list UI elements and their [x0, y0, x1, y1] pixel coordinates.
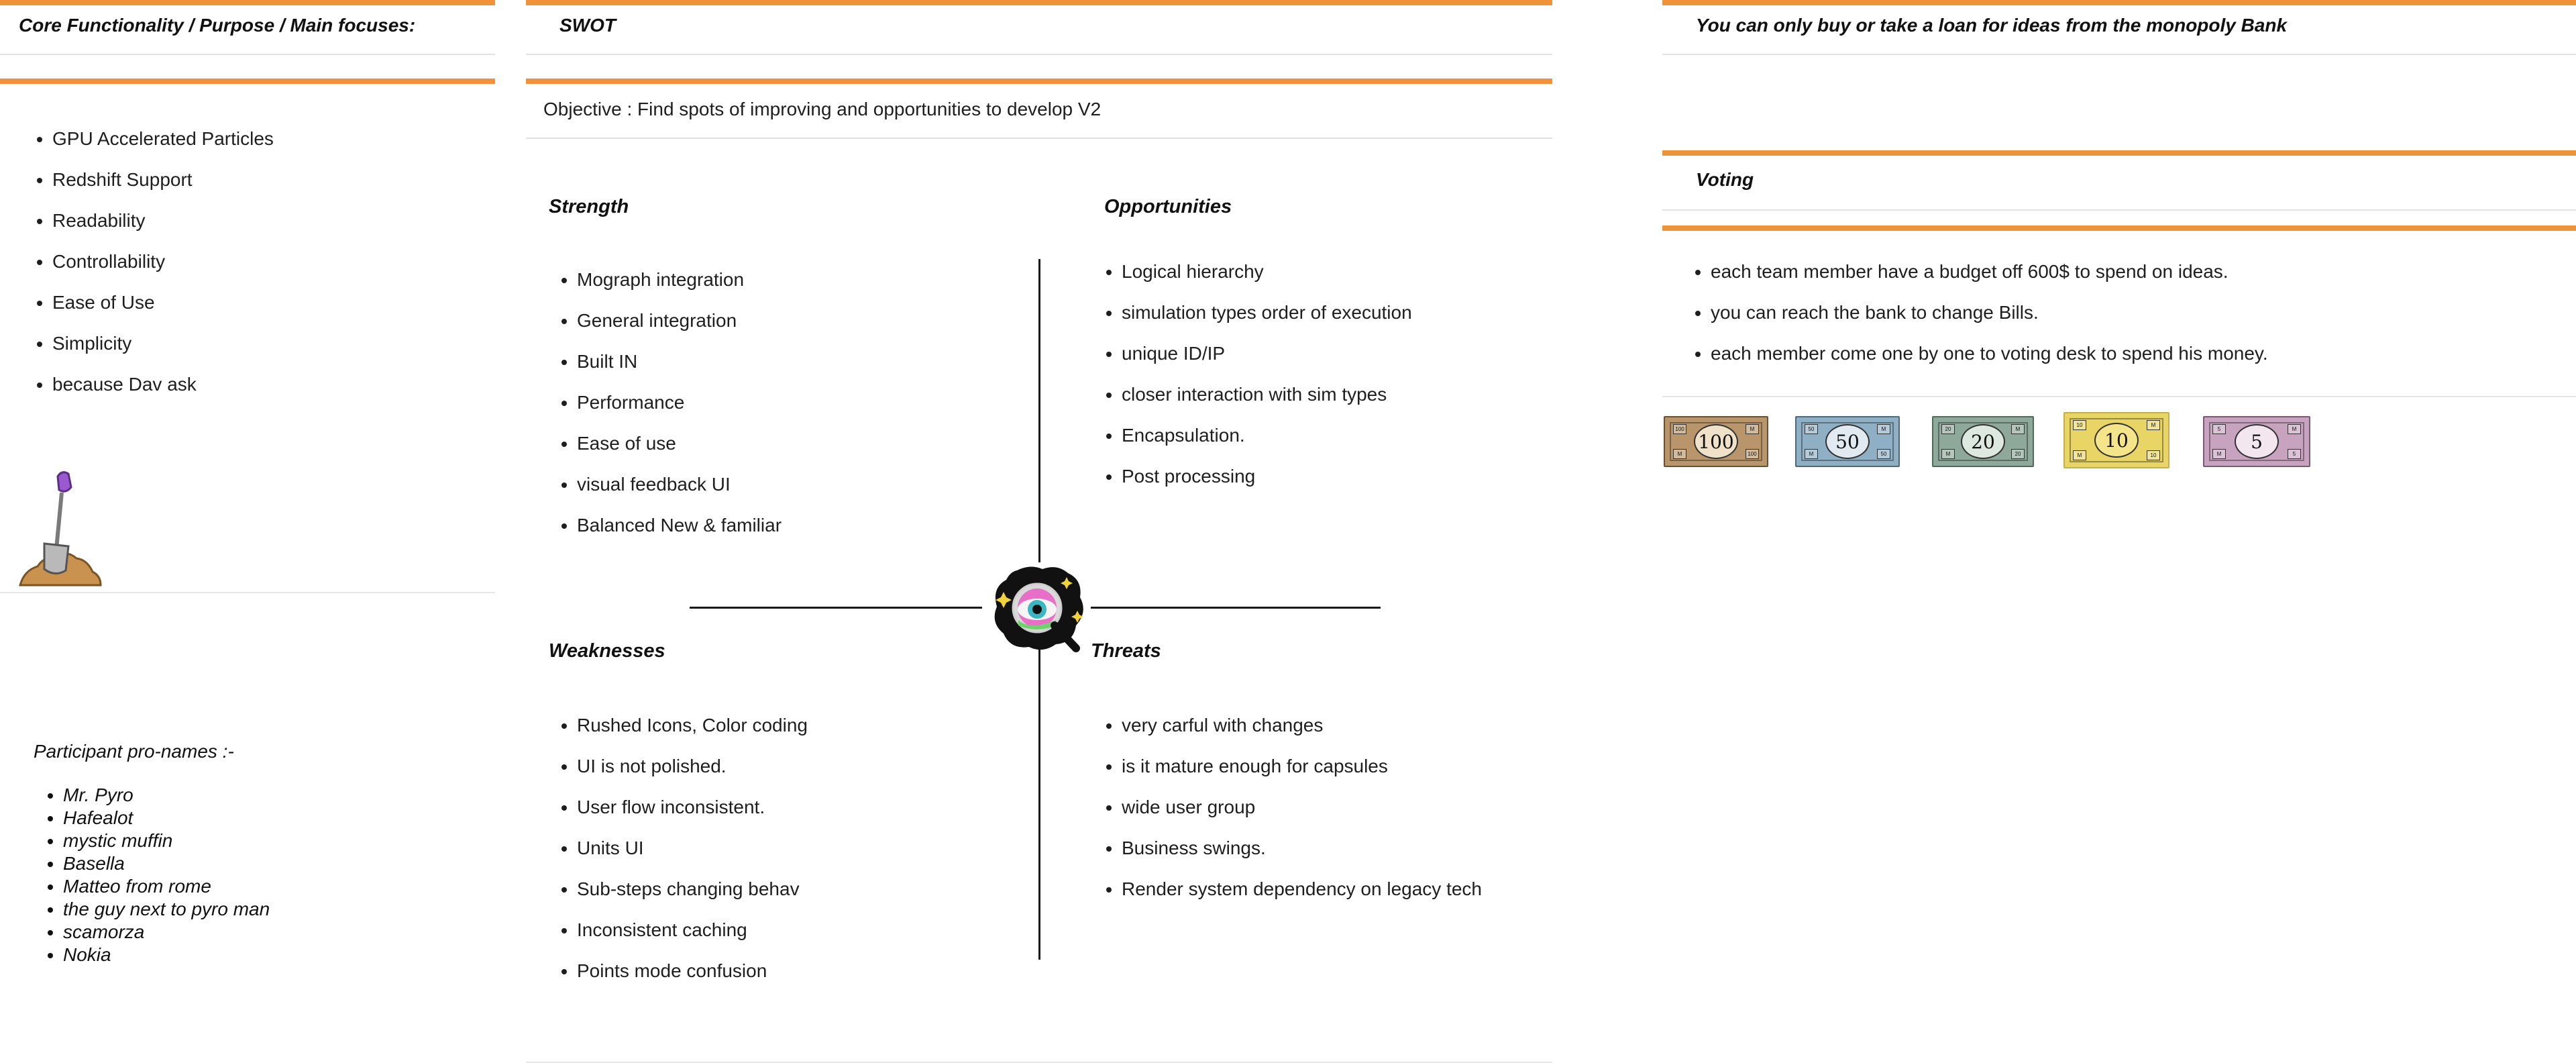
list-item: • Sub-steps changing behav [577, 868, 808, 909]
swot-objective [526, 84, 1552, 139]
bank-title: You can only buy or take a loan for ideas from the monopoly Bank [1696, 15, 2288, 36]
magnifier-eye-icon [990, 564, 1091, 655]
bank-panel [1662, 0, 2576, 160]
bill-50[interactable]: 50 M M 50 50 [1795, 416, 1900, 467]
list-item: • each member come one by one to voting desk to spend his money. [1711, 333, 2268, 374]
list-item: • Logical hierarchy [1122, 251, 1412, 292]
list-item: • Points mode confusion [577, 950, 808, 991]
weaknesses-list [549, 705, 808, 991]
list-item: • mystic muffin [63, 829, 270, 852]
list-item: • Post processing [1122, 456, 1412, 497]
voting-panel [1662, 150, 2576, 397]
swot-vertical-axis-bottom [1038, 650, 1040, 960]
bill-100[interactable]: 100 M M 100 100 [1664, 416, 1768, 467]
voting-divider [1662, 225, 2576, 231]
list-item: • visual feedback UI [577, 464, 782, 505]
bill-value: 5 [2251, 430, 2263, 453]
strength-list [549, 259, 782, 546]
list-item: • the guy next to pyro man [63, 898, 270, 921]
list-item: • Rushed Icons, Color coding [577, 705, 808, 746]
weaknesses-title: Weaknesses [549, 640, 665, 662]
list-item: • Mr. Pyro [63, 784, 270, 807]
list-item: • Hafealot [63, 807, 270, 829]
list-item: • Basella [63, 852, 270, 875]
voting-title: Voting [1696, 169, 1754, 190]
list-item: • each team member have a budget off 600$ to spend on ideas. [1711, 251, 2268, 292]
list-item: • Encapsulation. [1122, 415, 1412, 456]
list-item: • Balanced New & familiar [577, 505, 782, 546]
shovel-icon [17, 470, 105, 591]
bill-20[interactable]: 20 M M 20 20 [1932, 416, 2034, 467]
bank-header [1662, 5, 2576, 55]
swot-title: SWOT [559, 15, 616, 36]
list-item: • Controllability [52, 241, 274, 282]
list-item: • Built IN [577, 341, 782, 382]
list-item: • Units UI [577, 827, 808, 868]
participants-list [35, 784, 270, 966]
list-item: • very carful with changes [1122, 705, 1482, 746]
list-item: • Matteo from rome [63, 875, 270, 898]
bill-value: 10 [2104, 429, 2129, 452]
core-divider [0, 79, 495, 84]
list-item: • scamorza [63, 921, 270, 944]
bill-value: 100 [1698, 430, 1734, 453]
list-item: • General integration [577, 300, 782, 341]
opportunities-title: Opportunities [1104, 196, 1232, 217]
list-item: • because Dav ask [52, 364, 274, 405]
bill-value: 20 [1971, 430, 1995, 453]
list-item: • Business swings. [1122, 827, 1482, 868]
core-functionality-title: Core Functionality / Purpose / Main focuses: [19, 15, 416, 36]
list-item: • Performance [577, 382, 782, 423]
threats-list [1093, 705, 1482, 909]
list-item: • Ease of use [577, 423, 782, 464]
list-item: • Nokia [63, 944, 270, 966]
bill-value: 50 [1835, 430, 1860, 453]
bill-5[interactable]: 5 M M 5 5 [2203, 416, 2310, 467]
swot-header [526, 5, 1552, 55]
bill-10[interactable]: 10 M M 10 10 [2063, 412, 2169, 468]
swot-panel [526, 0, 1552, 1063]
list-item: • wide user group [1122, 787, 1482, 827]
list-item: • Ease of Use [52, 282, 274, 323]
list-item: • User flow inconsistent. [577, 787, 808, 827]
list-item: • simulation types order of execution [1122, 292, 1412, 333]
threats-title: Threats [1091, 640, 1161, 662]
opportunities-list [1093, 251, 1412, 497]
objective-text: Objective : Find spots of improving and opportunities to develop V2 [543, 99, 1102, 119]
strength-title: Strength [549, 196, 629, 217]
voting-header [1662, 156, 2576, 211]
core-functionality-header [0, 5, 495, 55]
swot-vertical-axis-top [1038, 259, 1040, 562]
list-item: • is it mature enough for capsules [1122, 746, 1482, 787]
list-item: • you can reach the bank to change Bills. [1711, 292, 2268, 333]
core-functionality-panel [0, 0, 495, 593]
voting-rules-list [1682, 251, 2268, 374]
participants-title: Participant pro-names :- [34, 741, 234, 762]
list-item: • Inconsistent caching [577, 909, 808, 950]
list-item: • Simplicity [52, 323, 274, 364]
list-item: • Redshift Support [52, 159, 274, 200]
list-item: • Render system dependency on legacy tech [1122, 868, 1482, 909]
list-item: • UI is not polished. [577, 746, 808, 787]
list-item: • Mograph integration [577, 259, 782, 300]
list-item: • Readability [52, 200, 274, 241]
list-item: • GPU Accelerated Particles [52, 118, 274, 159]
swot-horizontal-axis-right [1091, 607, 1381, 609]
core-list [24, 118, 274, 405]
swot-divider [526, 79, 1552, 84]
list-item: • closer interaction with sim types [1122, 374, 1412, 415]
swot-horizontal-axis-left [690, 607, 982, 609]
list-item: • unique ID/IP [1122, 333, 1412, 374]
